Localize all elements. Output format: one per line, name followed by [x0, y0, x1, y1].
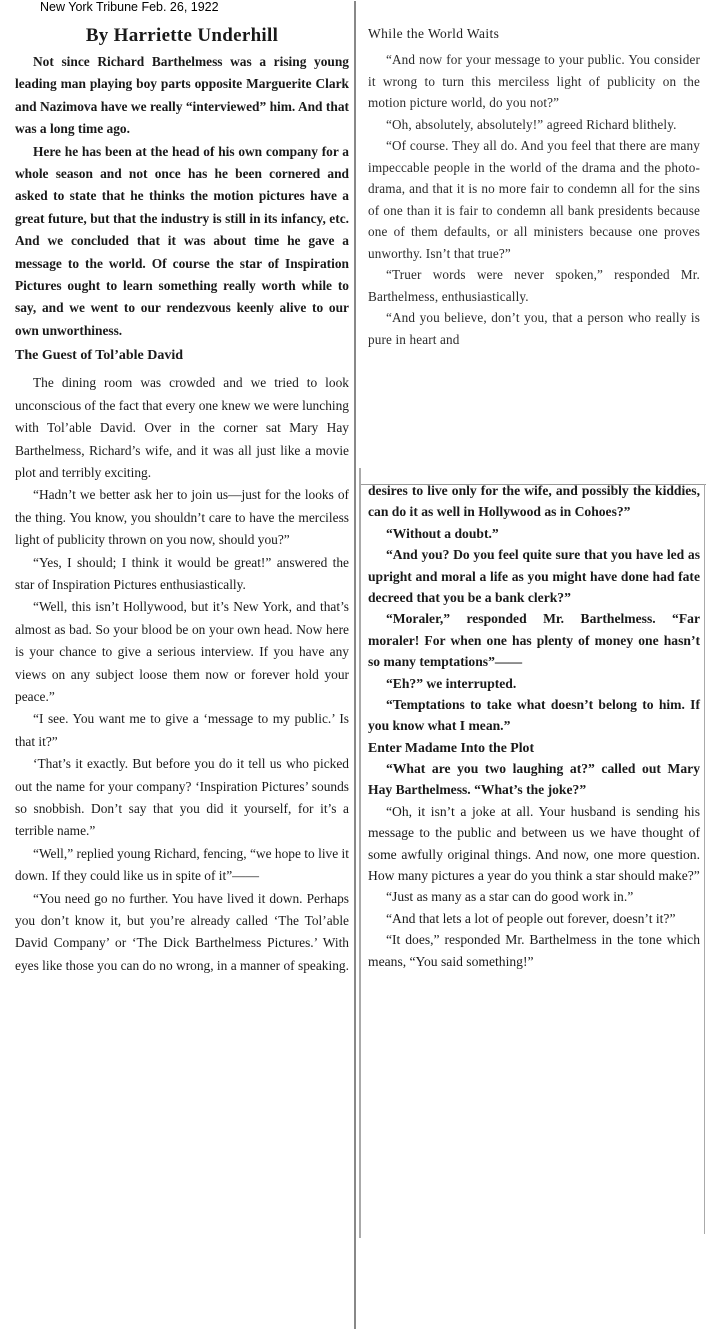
paragraph: “Oh, absolutely, absolutely!” agreed Richard blithely.	[386, 116, 677, 132]
subhead-madame: Enter Madame Into the Plot	[368, 739, 535, 755]
right-column-top	[368, 24, 700, 484]
paragraph: “What are you two laughing at?” called out Mary Hay Barthelmess. “What’s the joke?”	[368, 760, 700, 798]
paragraph: “It does,” responded Mr. Barthelmess in the tone which means, “You said something!”	[368, 932, 700, 969]
paragraph: “Oh, it isn’t a joke at all. Your husband is sending his message to the public and between us we have thought of some awfully original things. And now, one more question. How many pictures a year do you think a star should make?”	[368, 803, 700, 883]
clipping-edge-right	[704, 484, 705, 1234]
paragraph: desires to live only for the wife, and possibly the kiddies, can do it as well in Hollywood as in Cohoes?”	[368, 483, 700, 520]
paragraph: “And you? Do you feel quite sure that you have led as upright and moral a life as you might have done had fate decreed that you be a bank clerk?”	[368, 547, 700, 606]
paragraph: “Truer words were never spoken,” responded Mr. Barthelmess, enthusiastically.	[368, 267, 700, 304]
paragraph: “Without a doubt.”	[386, 525, 499, 541]
paragraph: “I see. You want me to give a ‘message to my public.’ Is that it?”	[15, 711, 349, 749]
paragraph: The dining room was crowded and we tried to look unconscious of the fact that every one knew we were lunching with Tol’able David. Over in the corner sat Mary Hay Barthelmess, Richard’s wife, and it was all just like a movie plot and terribly exciting.	[15, 375, 349, 480]
paragraph: “You need go no further. You have lived it down. Perhaps you don’t know it, but you’re already called ‘The Tol’able David Company’ or ‘The Dick Barthelmess Pictures.’ With eyes like those you can do no wrong, in a manner of speaking.	[15, 890, 349, 973]
paragraph: “And now for your message to your public. You consider it wrong to turn this merciless light of publicity on the motion picture world, do you not?”	[368, 52, 700, 110]
paragraph: “And that lets a lot of people out forever, doesn’t it?”	[386, 910, 676, 926]
paragraph: “Well, this isn’t Hollywood, but it’s New York, and that’s almost as bad. So your blood be on your own head. Now here is your chance to give a serious interview. If you have any views on any subject loose them now or forever hold your peace.”	[15, 599, 349, 704]
subhead-world-waits: While the World Waits	[368, 26, 500, 41]
column-rule	[354, 1, 356, 1329]
lead-paragraph: Here he has been at the head of his own company for a whole season and not once has he been cornered and asked to state that he thinks the motion pictures have a great future, but that the industry is still in its infancy, etc. And we concluded that it was about time he gave a message to the world. Of course the star of Inspiration Pictures ought to learn something really worth while to say, and we went to our rendezvous keenly alive to our own unworthiness.	[15, 143, 349, 338]
byline: By Harriette Underhill	[85, 25, 279, 46]
paragraph: “Of course. They all do. And you feel that there are many impeccable people in the world of the drama and the photo-drama, and that it is no more fair to condemn all for the sins of one than it is fair to condemn all bank presidents because one of them defaults, or all ministers because one proves unworthy. Isn’t that true?”	[368, 138, 700, 261]
paragraph: “Moraler,” responded Mr. Barthelmess. “Far moraler! For when one has plenty of money one hasn’t so many temptations”——	[368, 611, 700, 670]
paragraph: “Just as many as a star can do good work in.”	[386, 889, 634, 905]
paragraph: ‘That’s it exactly. But before you do it tell us who picked out the name for your company? ‘Inspiration Pictures’ sounds so snobbish. Don’t say that you did it yourself, for it’s a terrible name.”	[15, 756, 349, 839]
clipping-edge	[359, 468, 361, 1238]
paragraph: “Well,” replied young Richard, fencing, “we hope to live it down. If they could like us in spite of it”——	[15, 845, 349, 884]
right-column-bottom	[368, 480, 700, 1240]
source-line: New York Tribune Feb. 26, 1922	[40, 0, 219, 14]
subhead-guest: The Guest of Tol’able David	[15, 348, 184, 364]
paragraph: “Eh?” we interrupted.	[386, 675, 517, 691]
left-column	[15, 24, 349, 1329]
paragraph: “Temptations to take what doesn’t belong to him. If you know what I mean.”	[368, 697, 700, 734]
paragraph: “Hadn’t we better ask her to join us—just for the looks of the thing. You know, you shouldn’t care to have the merciless light of publicity thrown on you now, should you?”	[15, 487, 349, 548]
paragraph: “Yes, I should; I think it would be great!” answered the star of Inspiration Pictures enthusiastically.	[15, 554, 349, 592]
lead-paragraph: Not since Richard Barthelmess was a rising young leading man playing boy parts opposite Marguerite Clark and Nazimova have we really “interviewed” him. And that was a long time ago.	[15, 54, 349, 137]
paragraph: “And you believe, don’t you, that a person who really is pure in heart and	[368, 310, 700, 347]
